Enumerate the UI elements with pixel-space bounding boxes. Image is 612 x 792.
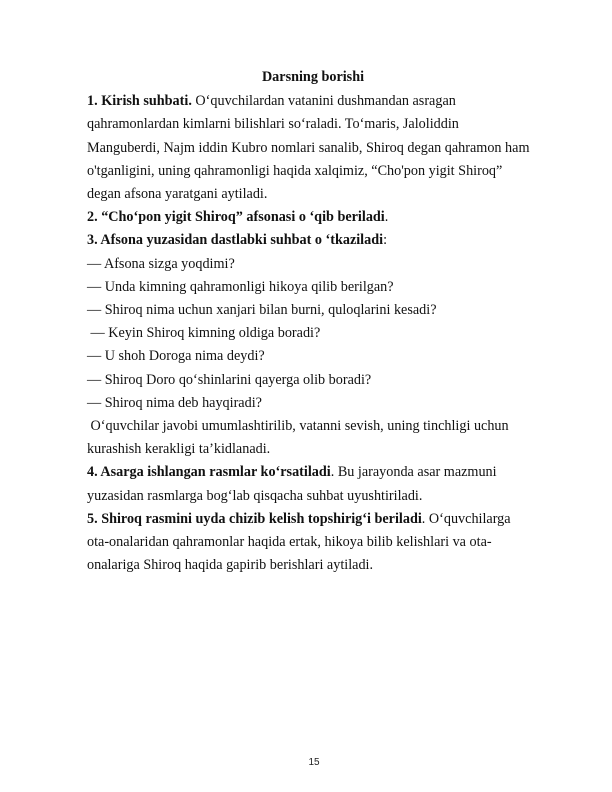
section-text: .: [384, 209, 389, 226]
question-item: — Shiroq nima deb hayqiradi?: [87, 394, 262, 411]
question-item: — Shiroq nima uchun xanjari bilan burni, quloqlarini kesadi?: [87, 302, 437, 319]
summary-paragraph: O‘quvchilar javobi umumlashtirilib, vatanni sevish, uning tinchligi uchun kurashish kerakligi ta’kidlanadi.: [87, 418, 513, 458]
section-heading: 4. Asarga ishlangan rasmlar ko‘rsatiladi: [87, 464, 331, 481]
page-number: 15: [308, 757, 320, 768]
section-text: . Bu jarayonda asar mazmuni yuzasidan rasmlarga bog‘lab qisqacha suhbat uyushtiriladi.: [87, 464, 497, 504]
question-item: — Keyin Shiroq kimning oldiga boradi?: [87, 325, 321, 342]
section-pictures: [87, 461, 535, 507]
question-item: — Afsona sizga yoqdimi?: [87, 255, 235, 272]
section-text: . O‘quvchilarga ota-onalaridan qahramonlar haqida ertak, hikoya bilib kelishlari va ota-onalariga Shiroq haqida gapirib berishlari aytiladi.: [87, 510, 511, 574]
section-reading: [87, 206, 535, 229]
section-heading: 2. “Cho‘pon yigit Shiroq” afsonasi o ‘qib beriladi: [87, 209, 385, 226]
section-discussion: [87, 229, 535, 252]
question-item: — U shoh Doroga nima deydi?: [87, 348, 265, 365]
question-item: — Unda kimning qahramonligi hikoya qilib berilgan?: [87, 278, 394, 295]
section-text: O‘quvchilardan vatanini dushmandan asragan qahramonlardan kimlarni bilishlari so‘raladi. To‘maris, Jaloliddin Manguberdi, Najm iddin Kubro nomlari sanalib, Shiroq degan qahramon ham o'tganligini, uning qahramonligi haqida xalqimiz, “Cho'pon yigit Shiroq” degan afsona yaratgani aytiladi.: [87, 93, 530, 203]
section-heading: 5. Shiroq rasmini uyda chizib kelish topshirig‘i beriladi: [87, 510, 422, 527]
section-homework: [87, 508, 535, 578]
question-item: — Shiroq Doro qo‘shinlarini qayerga olib boradi?: [87, 371, 372, 388]
section-heading: 1. Kirish suhbati.: [87, 93, 192, 110]
section-text: :: [383, 232, 388, 249]
section-intro: [87, 90, 535, 206]
section-heading: 3. Afsona yuzasidan dastlabki suhbat o ‘tkaziladi: [87, 232, 384, 249]
document-title: Darsning borishi: [261, 69, 365, 85]
document-body: [87, 66, 535, 577]
